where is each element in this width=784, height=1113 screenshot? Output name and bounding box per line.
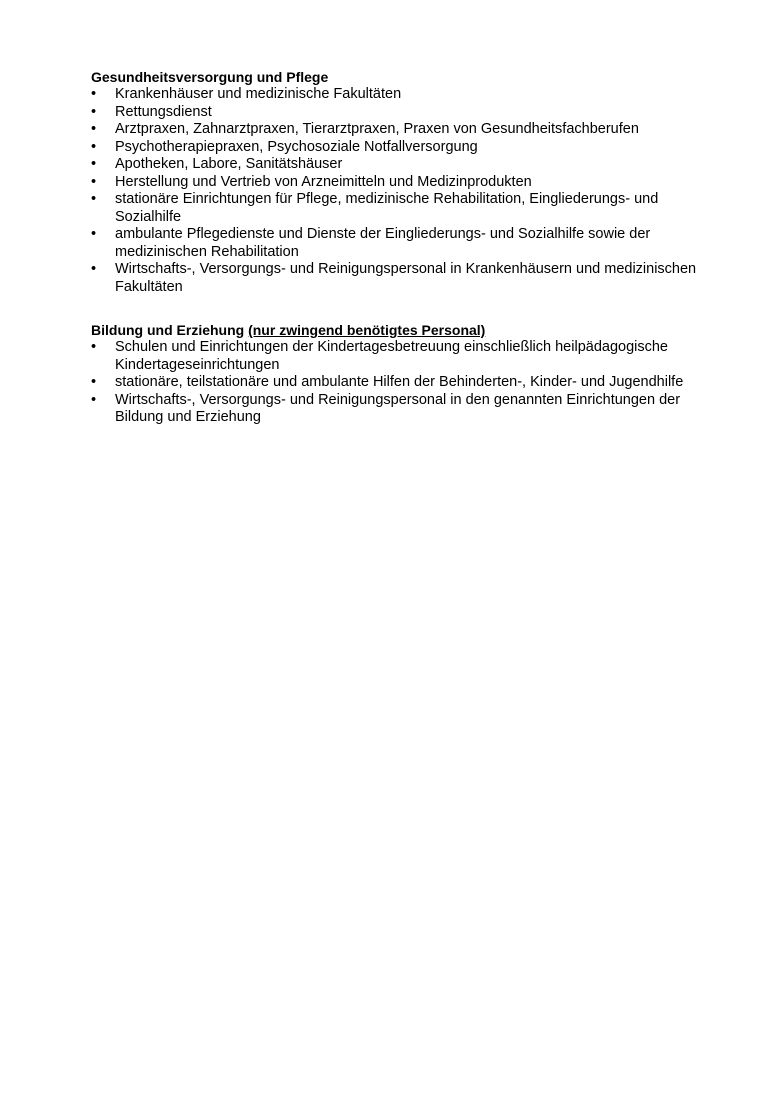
bullet-icon: • — [91, 121, 97, 137]
bullet-icon: • — [91, 191, 97, 207]
list-item — [91, 191, 711, 226]
bullet-list — [91, 339, 711, 427]
list-item-text: Wirtschafts-, Versorgungs- und Reinigungspersonal in den genannten Einrichtungen der Bildung und Erziehung — [115, 391, 681, 425]
section-education — [91, 322, 711, 427]
list-item-text: Psychotherapiepraxen, Psychosoziale Notfallversorgung — [115, 138, 478, 155]
list-item — [91, 139, 711, 157]
list-item-text: Arztpraxen, Zahnarztpraxen, Tierarztpraxen, Praxen von Gesundheitsfachberufen — [115, 121, 639, 137]
list-item — [91, 104, 711, 122]
section-heading — [91, 322, 711, 339]
list-item — [91, 374, 711, 392]
list-item-text: stationäre Einrichtungen für Pflege, medizinische Rehabilitation, Eingliederungs- und Sozialhilfe — [115, 191, 659, 225]
bullet-icon: • — [91, 173, 97, 190]
list-item-text: Wirtschafts-, Versorgungs- und Reinigungspersonal in Krankenhäusern und medizinischen Fakultäten — [115, 261, 697, 295]
bullet-icon: • — [91, 374, 97, 390]
list-item-text: Herstellung und Vertrieb von Arzneimitteln und Medizinprodukten — [115, 173, 532, 190]
list-item-text: Rettungsdienst — [115, 103, 212, 120]
bullet-icon: • — [91, 226, 97, 242]
list-item — [91, 121, 711, 139]
list-item — [91, 86, 711, 104]
list-item-text: Krankenhäuser und medizinische Fakultäten — [115, 86, 402, 102]
list-item — [91, 226, 711, 261]
section-heading-text: Gesundheitsversorgung und Pflege — [91, 69, 329, 85]
bullet-icon: • — [91, 156, 97, 172]
list-item-text: stationäre, teilstationäre und ambulante Hilfen der Behinderten-, Kinder- und Jugendhilfe — [115, 374, 684, 390]
bullet-icon: • — [91, 391, 97, 408]
list-item — [91, 156, 711, 174]
list-item-text: Schulen und Einrichtungen der Kindertagesbetreuung einschließlich heilpädagogische Kindertageseinrichtungen — [115, 339, 668, 373]
bullet-list — [91, 86, 711, 296]
list-item — [91, 174, 711, 192]
bullet-icon: • — [91, 261, 97, 277]
list-item — [91, 392, 711, 427]
bullet-icon: • — [91, 86, 97, 102]
list-item — [91, 339, 711, 374]
bullet-icon: • — [91, 138, 97, 155]
list-item-text: Apotheken, Labore, Sanitätshäuser — [115, 156, 343, 172]
section-health-care — [91, 69, 711, 296]
bullet-icon: • — [91, 339, 97, 355]
section-heading-note: (nur zwingend benötigtes Personal) — [248, 322, 486, 338]
section-heading-text: Bildung und Erziehung — [91, 322, 245, 338]
section-heading — [91, 69, 711, 86]
bullet-icon: • — [91, 103, 97, 120]
document-content — [91, 69, 711, 427]
list-item — [91, 261, 711, 296]
list-item-text: ambulante Pflegedienste und Dienste der Eingliederungs- und Sozialhilfe sowie der medizinischen Rehabilitation — [115, 226, 651, 260]
